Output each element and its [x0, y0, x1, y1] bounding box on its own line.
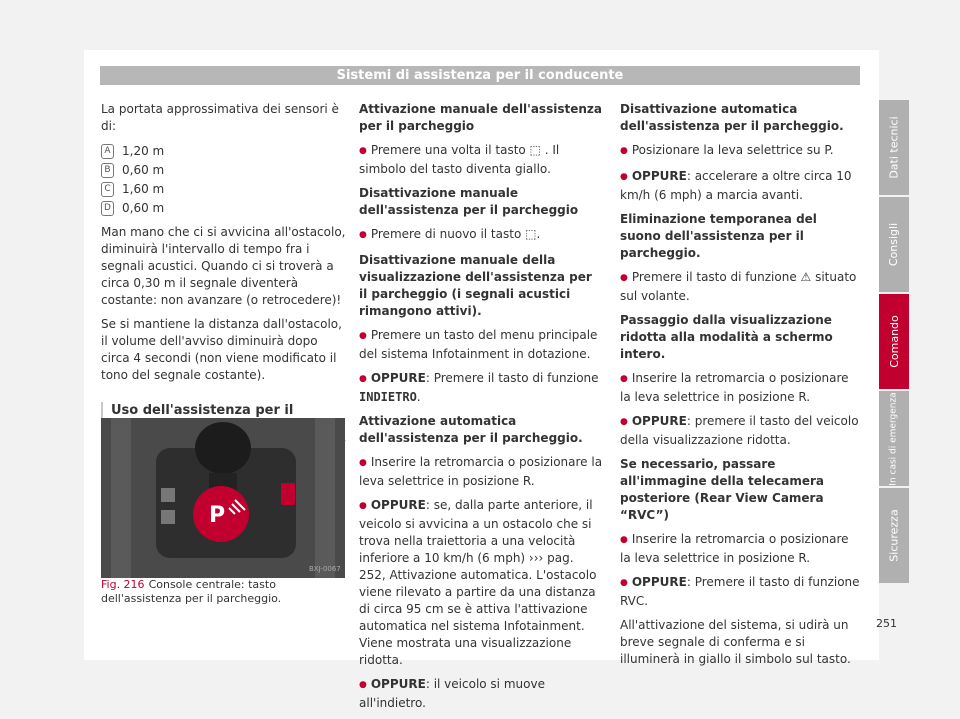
bullet-item: ● Premere una volta il tasto ⬚ . Il simbolo del tasto diventa giallo.: [359, 142, 603, 178]
function-key: INDIETRO: [359, 390, 417, 404]
range-value: 1,20 m: [122, 144, 165, 158]
figure-code: BXJ-0067: [309, 565, 341, 573]
figure-number: Fig. 216: [101, 578, 145, 591]
intro-text: La portata approssimativa dei sensori è di:: [101, 102, 339, 133]
section-title: Uso dell'assistenza per il: [101, 402, 346, 441]
figure-console: [101, 418, 345, 578]
or-label: OPPURE: [370, 371, 426, 385]
bullet-text: : il veicolo si muove all'indietro.: [359, 677, 545, 710]
paragraph: Se si mantiene la distanza dall'ostacolo, il volume dell'avviso diminuirà dopo circa 4 secondi (non viene modificato il tono del segnale costante).: [101, 317, 342, 382]
heading: Disattivazione automatica dell'assistenza per il parcheggio.: [620, 102, 844, 133]
or-label: OPPURE: [631, 169, 687, 183]
chapter-tabs: [879, 100, 909, 585]
bullet-item: ● Premere di nuovo il tasto ⬚.: [359, 226, 603, 245]
range-list: [101, 142, 346, 218]
tab-dati-tecnici[interactable]: [879, 100, 909, 195]
bullet-item: ● Inserire la retromarcia o posizionare la leva selettrice in posizione R.: [620, 370, 860, 406]
tab-label: Sicurezza: [887, 509, 901, 562]
range-value: 0,60 m: [122, 201, 165, 215]
bullet-text: : se, dalla parte anteriore, il veicolo si avvicina a un ostacolo che si trova nella traiettoria a una velocità inferiore a 10 km/h (6 mph) ››› pag. 252, Attivazione automatica. L'ostacolo viene rilevato a partire da una distanza di circa 95 cm se è attiva l'attivazione automatica nel sistema Infotainment. Viene mostrata una visualizzazione ridotta.: [359, 498, 597, 667]
heading: Passaggio dalla visualizzazione ridotta alla modalità a schermo intero.: [620, 313, 833, 361]
tab-label: Dati tecnici: [887, 116, 901, 179]
bullet-item: [359, 676, 603, 712]
bullet-item: ● Inserire la retromarcia o posizionare la leva selettrice in posizione R.: [359, 454, 603, 490]
column-3: [620, 101, 860, 675]
column-2: [359, 101, 603, 719]
p-label: P: [209, 503, 226, 528]
tab-label: In casi di emergenza: [889, 391, 900, 486]
bullet-text: : Premere il tasto di funzione RVC.: [620, 575, 860, 608]
paragraph: Man mano che ci si avvicina all'ostacolo, diminuirà l'intervallo di tempo fra i segnali acustici. Quando ci si troverà a circa 0,30 m il segnale diventerà costante: non avanzare (o retrocedere)!: [101, 225, 346, 307]
tab-sicurezza[interactable]: [879, 488, 909, 583]
heading: Disattivazione manuale della visualizzazione dell'assistenza per il parcheggio (i segnali acustici rimangono attivi).: [359, 253, 592, 318]
range-value: 1,60 m: [122, 182, 165, 196]
bullet-item: [359, 370, 603, 406]
label-badge: D: [101, 201, 114, 216]
tab-label: Comando: [887, 315, 901, 368]
heading: Se necessario, passare all'immagine della telecamera posteriore (Rear View Camera “RVC”): [620, 457, 825, 522]
bullet-item: [359, 497, 603, 669]
bullet-text: : Premere il tasto di funzione: [425, 371, 599, 385]
range-item: [101, 180, 346, 199]
bullet-item: ● Inserire la retromarcia o posizionare la leva selettrice in posizione R.: [620, 531, 860, 567]
range-item: [101, 199, 346, 218]
heading: Attivazione automatica dell'assistenza per il parcheggio.: [359, 414, 583, 445]
bullet-text: : accelerare a oltre circa 10 km/h (6 mph) a marcia avanti.: [620, 169, 852, 202]
heading: Eliminazione temporanea del suono dell'assistenza per il parcheggio.: [620, 212, 817, 260]
range-item: [101, 142, 346, 161]
tab-emergenza[interactable]: [879, 391, 909, 486]
heading: Attivazione manuale dell'assistenza per il parcheggio: [359, 102, 602, 133]
or-label: OPPURE: [370, 677, 426, 691]
paragraph: All'attivazione del sistema, si udirà un breve segnale di conferma e si illuminerà in giallo il simbolo sul tasto.: [620, 618, 851, 666]
caption-text: Console centrale: tasto dell'assistenza per il parcheggio.: [101, 578, 282, 605]
bullet-item: ● Premere un tasto del menu principale del sistema Infotainment in dotazione.: [359, 327, 603, 363]
or-label: OPPURE: [631, 575, 687, 589]
column-1: [101, 101, 346, 441]
figure-caption: [101, 578, 345, 606]
bullet-text: : premere il tasto del veicolo della visualizzazione ridotta.: [620, 414, 859, 447]
console-illustration: [101, 418, 345, 578]
page-header: Sistemi di assistenza per il conducente: [100, 66, 860, 85]
bullet-item: [620, 574, 860, 610]
tab-label: Consigli: [887, 222, 901, 267]
tab-comando[interactable]: [879, 294, 909, 389]
label-badge: A: [101, 144, 114, 159]
page-number: 251: [876, 617, 897, 630]
bullet-item: [620, 413, 860, 449]
label-badge: B: [101, 163, 114, 178]
label-badge: C: [101, 182, 114, 197]
range-item: [101, 161, 346, 180]
bullet-text: .: [416, 390, 421, 404]
tab-consigli[interactable]: [879, 197, 909, 292]
or-label: OPPURE: [370, 498, 426, 512]
gear-knob: [195, 422, 251, 474]
bullet-item: ● Premere il tasto di funzione ⚠ situato sul volante.: [620, 269, 860, 305]
or-label: OPPURE: [631, 414, 687, 428]
bullet-item: ● Posizionare la leva selettrice su P.: [620, 142, 860, 161]
range-value: 0,60 m: [122, 163, 165, 177]
heading: Disattivazione manuale dell'assistenza per il parcheggio: [359, 186, 579, 217]
bullet-item: [620, 168, 860, 204]
